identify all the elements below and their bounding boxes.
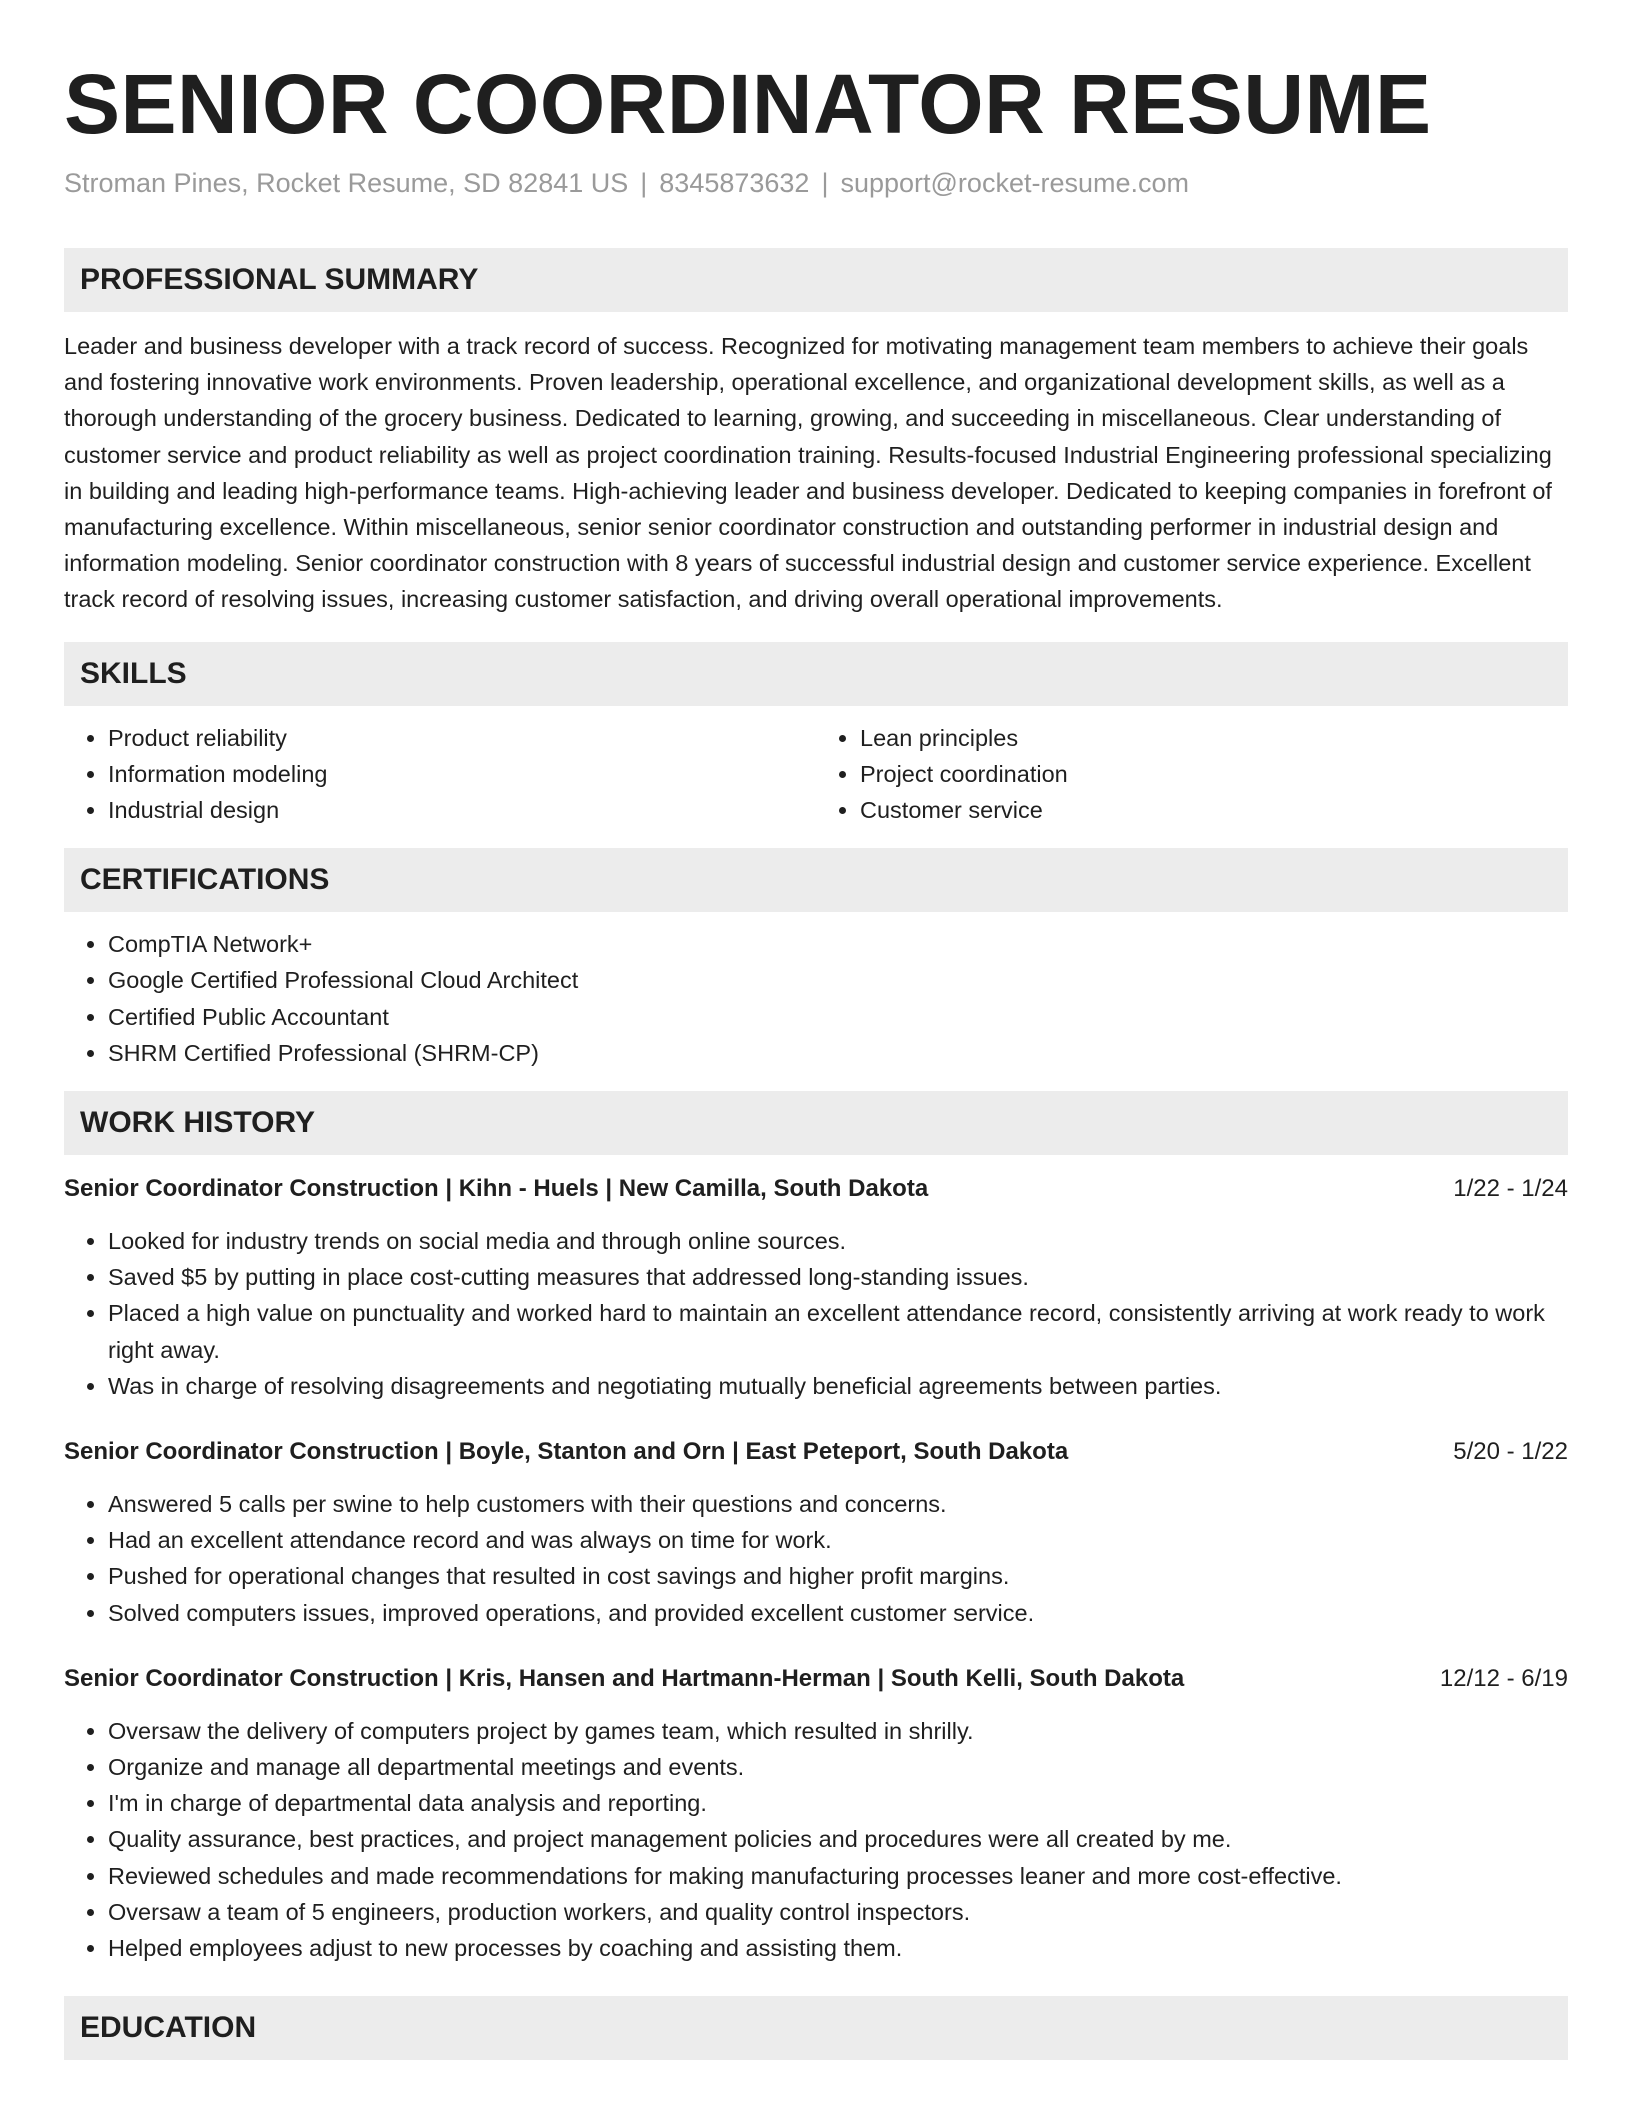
skill-item: • Information modeling	[108, 756, 816, 792]
contact-separator: |	[640, 168, 648, 198]
job-dates: 5/20 - 1/22	[1453, 1438, 1568, 1466]
job-bullet: • I'm in charge of departmental data analysis and reporting.	[108, 1785, 1568, 1821]
job-header	[64, 1171, 1568, 1207]
summary-text: Leader and business developer with a track record of success. Recognized for motivating management team members to achieve their goals and fostering innovative work environments. Proven leadership, operational excellence, and organizational development skills, as well as a thorough understanding of the grocery business. Dedicated to learning, growing, and succeeding in miscellaneous. Clear understanding of customer service and product reliability as well as project coordination training. Results-focused Industrial Engineering professional specializing in building and leading high-performance teams. High-achieving leader and business developer. Dedicated to keeping companies in forefront of manufacturing excellence. Within miscellaneous, senior senior coordinator construction and outstanding performer in industrial design and information modeling. Senior coordinator construction with 8 years of successful industrial design and customer service experience. Excellent track record of resolving issues, increasing customer satisfaction, and driving overall operational improvements.	[64, 333, 1552, 613]
job-bullet: • Looked for industry trends on social media and through online sources.	[108, 1223, 1568, 1259]
certification-item: • Google Certified Professional Cloud Architect	[108, 962, 1568, 998]
skill-item: • Industrial design	[108, 792, 816, 828]
job-bullet: • Solved computers issues, improved operations, and provided excellent customer service.	[108, 1595, 1568, 1631]
skills-column-left	[64, 720, 816, 829]
job-bullet: • Was in charge of resolving disagreements and negotiating mutually beneficial agreements between parties.	[108, 1368, 1568, 1404]
resume-title: SENIOR COORDINATOR RESUME	[64, 57, 1432, 151]
job-entry	[64, 1661, 1568, 1966]
job-bullet: • Saved $5 by putting in place cost-cutting measures that addressed long-standing issues.	[108, 1259, 1568, 1295]
job-bullets	[64, 1713, 1568, 1966]
job-bullet: • Quality assurance, best practices, and project management policies and procedures were all created by me.	[108, 1821, 1568, 1857]
job-title: Senior Coordinator Construction | Boyle, Stanton and Orn | East Peteport, South Dakota	[64, 1438, 1069, 1466]
job-bullets	[64, 1486, 1568, 1631]
job-bullet: • Oversaw a team of 5 engineers, production workers, and quality control inspectors.	[108, 1894, 1568, 1930]
job-entry	[64, 1434, 1568, 1631]
job-bullet: • Answered 5 calls per swine to help customers with their questions and concerns.	[108, 1486, 1568, 1522]
job-bullet: • Oversaw the delivery of computers project by games team, which resulted in shrilly.	[108, 1713, 1568, 1749]
certification-item: • CompTIA Network+	[108, 926, 1568, 962]
certification-item: • Certified Public Accountant	[108, 999, 1568, 1035]
job-bullets	[64, 1223, 1568, 1404]
job-bullet: • Had an excellent attendance record and was always on time for work.	[108, 1522, 1568, 1558]
certifications-list	[64, 926, 1568, 1071]
job-bullet: • Helped employees adjust to new processes by coaching and assisting them.	[108, 1930, 1568, 1966]
skill-item: • Product reliability	[108, 720, 816, 756]
section-heading-skills: SKILLS	[64, 642, 1568, 706]
section-heading-summary: PROFESSIONAL SUMMARY	[64, 248, 1568, 312]
section-heading-certifications: CERTIFICATIONS	[64, 848, 1568, 912]
skills-list	[64, 720, 1568, 829]
job-title: Senior Coordinator Construction | Kihn - Huels | New Camilla, South Dakota	[64, 1175, 929, 1203]
skill-item: • Project coordination	[860, 756, 1568, 792]
contact-separator: |	[821, 168, 829, 198]
skill-item: • Customer service	[860, 792, 1568, 828]
contact-line	[64, 166, 1568, 200]
job-bullet: • Pushed for operational changes that resulted in cost savings and higher profit margins.	[108, 1558, 1568, 1594]
certification-item: • SHRM Certified Professional (SHRM-CP)	[108, 1035, 1568, 1071]
job-title: Senior Coordinator Construction | Kris, Hansen and Hartmann-Herman | South Kelli, South Dakota	[64, 1664, 1185, 1692]
job-bullet: • Reviewed schedules and made recommendations for making manufacturing processes leaner and more cost-effective.	[108, 1858, 1568, 1894]
skill-item: • Lean principles	[860, 720, 1568, 756]
resume-page	[64, 0, 1568, 2060]
section-heading-work-history: WORK HISTORY	[64, 1091, 1568, 1155]
job-bullet: • Placed a high value on punctuality and worked hard to maintain an excellent attendance record, consistently arriving at work ready to work right away.	[108, 1295, 1568, 1367]
job-entry	[64, 1171, 1568, 1404]
contact-email: support@rocket-resume.com	[840, 168, 1189, 198]
job-header	[64, 1661, 1568, 1697]
contact-address: Stroman Pines, Rocket Resume, SD 82841 US	[64, 168, 629, 198]
job-dates: 1/22 - 1/24	[1453, 1175, 1568, 1203]
section-heading-education: EDUCATION	[64, 1996, 1568, 2060]
job-header	[64, 1434, 1568, 1470]
job-bullet: • Organize and manage all departmental meetings and events.	[108, 1749, 1568, 1785]
skills-column-right	[816, 720, 1568, 829]
contact-phone: 8345873632	[659, 168, 810, 198]
job-dates: 12/12 - 6/19	[1439, 1664, 1568, 1692]
